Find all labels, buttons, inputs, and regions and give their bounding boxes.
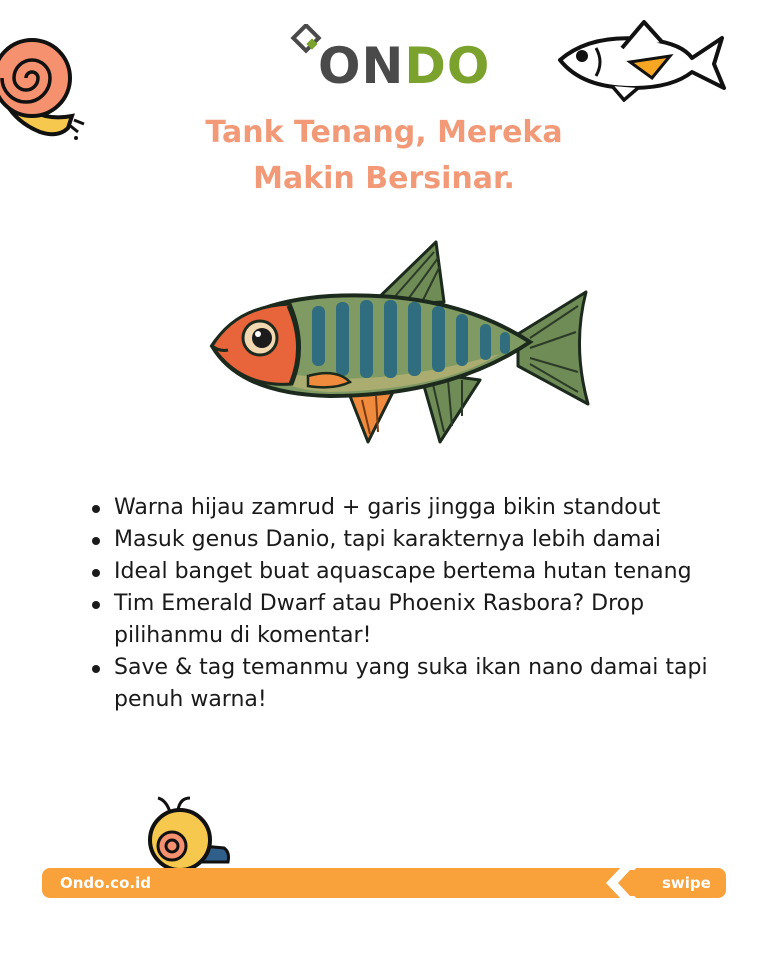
list-item: Ideal banget buat aquascape bertema hutan tenang — [90, 556, 730, 588]
emerald-danio-fish-illustration — [200, 236, 600, 456]
headline — [0, 110, 768, 202]
fish-corner-icon — [552, 18, 728, 102]
brand-wordmark-on: ON — [318, 37, 405, 95]
list-item: Warna hijau zamrud + garis jingga bikin standout — [90, 492, 730, 524]
footer-website[interactable]: Ondo.co.id — [60, 874, 151, 892]
swipe-arrow-icon[interactable] — [600, 860, 644, 906]
list-item: Masuk genus Danio, tapi karakternya lebih damai — [90, 524, 730, 556]
headline-line-1: Tank Tenang, Mereka — [205, 115, 563, 150]
brand-logo — [288, 22, 491, 98]
headline-line-2: Makin Bersinar. — [253, 161, 515, 196]
brand-wordmark — [318, 28, 490, 104]
feature-list — [90, 492, 730, 716]
swipe-label[interactable]: swipe — [662, 874, 711, 892]
snail-bottom-icon — [140, 796, 232, 870]
ondo-logo-diamond-icon — [288, 24, 322, 58]
list-item: Save & tag temanmu yang suka ikan nano damai tapi penuh warna! — [90, 652, 730, 716]
list-item: Tim Emerald Dwarf atau Phoenix Rasbora? Drop pilihanmu di komentar! — [90, 588, 730, 652]
brand-wordmark-do: DO — [404, 37, 491, 95]
